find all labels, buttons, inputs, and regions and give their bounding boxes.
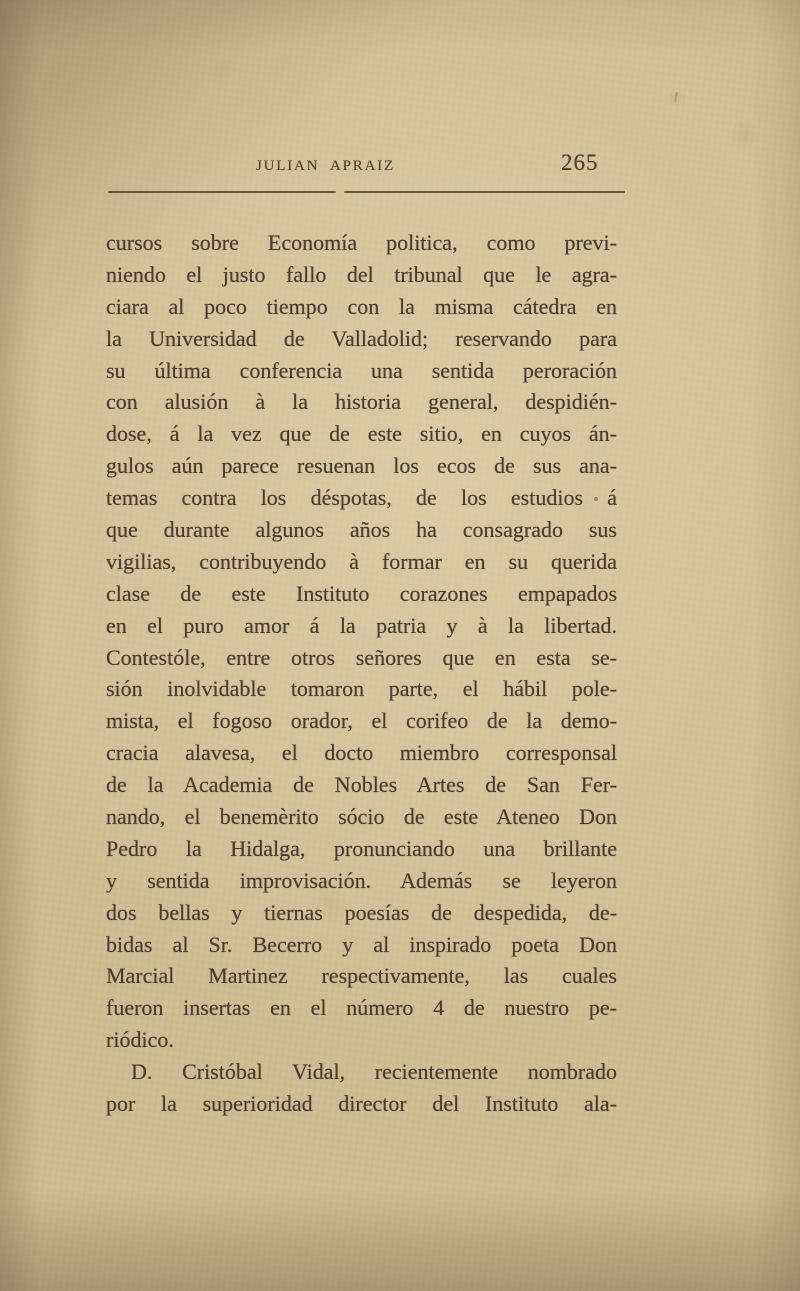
text-line: Marcial Martinez respectivamente, las cuales bbox=[106, 963, 617, 989]
text-line: dos bellas y tiernas poesías de despedida, de- bbox=[106, 899, 617, 925]
text-line: dose, á la vez que de este sitio, en cuyos án- bbox=[106, 421, 617, 447]
text-line: la Universidad de Valladolid; reservando para bbox=[106, 325, 617, 351]
text-line: Contestóle, entre otros señores que en esta se- bbox=[106, 644, 617, 670]
text-line: y sentida improvisación. Además se leyeron bbox=[106, 867, 617, 893]
text-line: su última conferencia una sentida peroración bbox=[106, 357, 617, 383]
text-line: vigilias, contribuyendo à formar en su querida bbox=[106, 548, 617, 574]
text-line: cursos sobre Economía politica, como previ- bbox=[106, 230, 617, 255]
text-line: cracia alavesa, el docto miembro corresponsal bbox=[106, 740, 617, 766]
text-line: de la Academia de Nobles Artes de San Fer- bbox=[106, 772, 617, 798]
text-line: Pedro la Hidalga, pronunciando una brillante bbox=[106, 835, 617, 861]
text-line: con alusión à la historia general, despidién- bbox=[106, 389, 617, 415]
text-line: niendo el justo fallo del tribunal que le agra- bbox=[106, 261, 617, 287]
text-line: por la superioridad director del Instituto ala- bbox=[106, 1091, 617, 1117]
paper-speck bbox=[674, 92, 677, 102]
header-rule-left-segment bbox=[108, 191, 336, 193]
text-line: nando, el benemèrito sócio de este Ateneo Don bbox=[106, 804, 617, 830]
text-line: temas contra los déspotas, de los estudios á bbox=[106, 485, 617, 511]
text-line: mista, el fogoso orador, el corifeo de la demo- bbox=[106, 708, 617, 734]
text-line: riódico. bbox=[106, 1027, 174, 1053]
text-line: en el puro amor á la patria y à la libertad. bbox=[106, 612, 617, 638]
text-line: fueron insertas en el número 4 de nuestro pe- bbox=[106, 995, 617, 1021]
header-rule-right-segment bbox=[344, 191, 625, 193]
running-title: JULIAN APRAIZ bbox=[256, 158, 395, 174]
text-line: bidas al Sr. Becerro y al inspirado poeta Don bbox=[106, 931, 617, 957]
paper-speck bbox=[594, 497, 598, 501]
text-line: ciara al poco tiempo con la misma cátedra en bbox=[106, 293, 617, 319]
text-line: clase de este Instituto corazones empapados bbox=[106, 580, 617, 606]
page-number: 265 bbox=[561, 150, 599, 175]
text-line: sión inolvidable tomaron parte, el hábil pole- bbox=[106, 676, 617, 702]
text-line: que durante algunos años ha consagrado sus bbox=[106, 517, 617, 543]
text-line: D. Cristóbal Vidal, recientemente nombrado bbox=[131, 1059, 617, 1085]
text-line: gulos aún parece resuenan los ecos de sus ana- bbox=[106, 453, 617, 479]
page-body bbox=[106, 227, 617, 1120]
